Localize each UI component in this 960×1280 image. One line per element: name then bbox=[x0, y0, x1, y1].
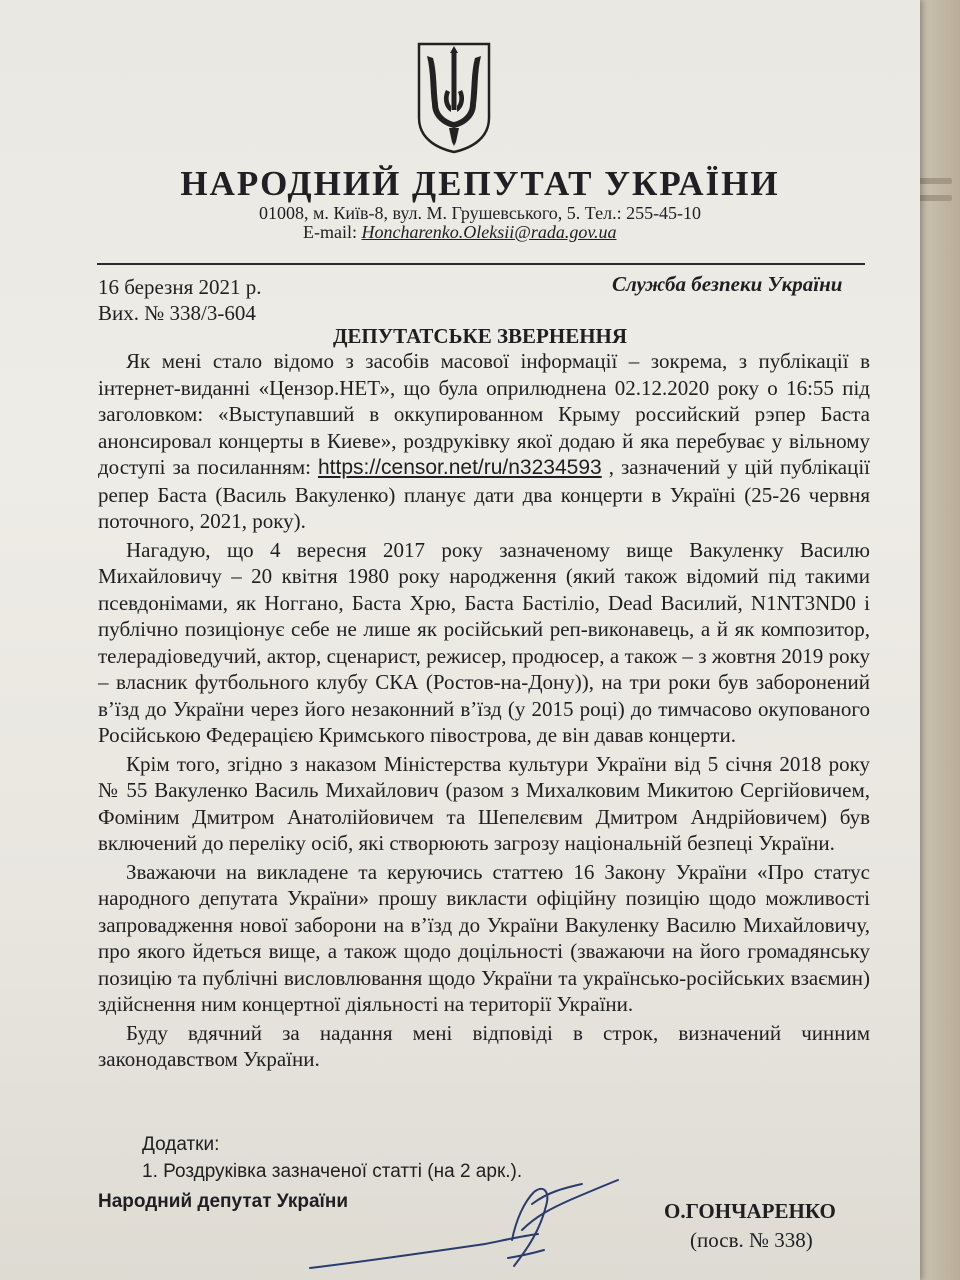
signer-certificate: (посв. № 338) bbox=[690, 1228, 813, 1252]
signer-position: Народний депутат України bbox=[98, 1191, 349, 1212]
sender-email-line bbox=[303, 222, 617, 243]
document-date: 16 березня 2021 р. bbox=[98, 275, 262, 299]
outgoing-number: Вих. № 338/3-604 bbox=[98, 301, 256, 325]
attachments-heading: Додатки: bbox=[142, 1134, 220, 1155]
paragraph-5: Буду вдячний за надання мені відповіді в строк, визначений чинним законодавством України. bbox=[98, 1020, 870, 1071]
attachment-item: 1. Роздруківка зазначеної статті (на 2 арк.). bbox=[142, 1161, 523, 1182]
email-link[interactable]: Honcharenko.Oleksii@rada.gov.ua bbox=[361, 222, 617, 242]
paragraph-3: Крім того, згідно з наказом Міністерства культури України від 5 січня 2018 року № 55 Вакуленко Василь Михайлович (разом з Михалковим Микитою Сергійовичем, Фоміним Дмитром Анатолійовичем та Шепелєвим Дмитром Андрійовичем) був включений до переліку осіб, які створюють загрозу національній безпеці України. bbox=[98, 751, 870, 855]
sender-address: 01008, м. Київ-8, вул. М. Грушевського, 5. Тел.: 255-45-10 bbox=[258, 203, 702, 223]
document-title: ДЕПУТАТСЬКЕ ЗВЕРНЕННЯ bbox=[332, 324, 628, 348]
addressee: Служба безпеки України bbox=[612, 272, 843, 296]
handwritten-signature bbox=[300, 1140, 630, 1280]
ukraine-trident-icon bbox=[416, 42, 492, 154]
paragraph-4: Зважаючи на викладене та керуючись статтею 16 Закону України «Про статус народного депутата України» прошу викласти офіційну позицію щодо можливості запровадження нової заборони на в’їзд до України Вакуленку Василю Михайловичу, про якого йдеться вище, а також щодо доцільності (зважаючи на його громадянську позицію та публічні висловлювання щодо України та українсько-російських взаємин) здійснення ним концертної діяльності на території України. bbox=[98, 859, 870, 1016]
paragraph-1 bbox=[98, 348, 870, 535]
paragraph-1-text-end: , зазначений у цій публікації репер Баста (Василь Вакуленко) планує дати два концерти в Україні (25-26 червня поточного, 2021, року). bbox=[98, 455, 871, 533]
article-link[interactable]: https://censor.net/ru/n3234593 bbox=[317, 456, 602, 479]
paragraph-2: Нагадую, що 4 вересня 2017 року зазначеному вище Вакуленку Василю Михайловичу – 20 квітня 1980 року народження (який також відомий під такими псевдонімами, як Ноггано, Баста Хрю, Баста Бастіліо, Dead Василий, N1NT3ND0 і публічно позиціонує себе не лише як російський реп-виконавець, а й як композитор, телерадіоведучий, актор, сценарист, режисер, продюсер, а також – з жовтня 2019 року – власник футбольного клубу СКА (Ростов-на-Дону)), на три роки був заборонений в’їзд до України через його незаконний в’їзд (у 2015 році) до тимчасово окупованого Російською Федерацією Кримського півострова, де він давав концерти. bbox=[98, 537, 870, 747]
page-title: НАРОДНИЙ ДЕПУТАТ УКРАЇНИ bbox=[180, 164, 780, 203]
paragraph-1-text: Як мені стало відомо з засобів масової інформації – зокрема, з публікації в інтернет-виданні «Цензор.НЕТ», що була оприлюднена 02.12.2020 року о 16:55 під заголовком: «Выступавший в оккупированном Крыму российский рэпер Баста анонсировал концерты в Киеве», роздруківку якої додаю й яка перебуває у вільному доступі за посиланням: bbox=[98, 349, 870, 479]
header-divider bbox=[97, 263, 865, 265]
email-label: E-mail: bbox=[303, 222, 362, 242]
letter-body bbox=[98, 348, 870, 1075]
signer-name: О.ГОНЧАРЕНКО bbox=[664, 1199, 836, 1223]
